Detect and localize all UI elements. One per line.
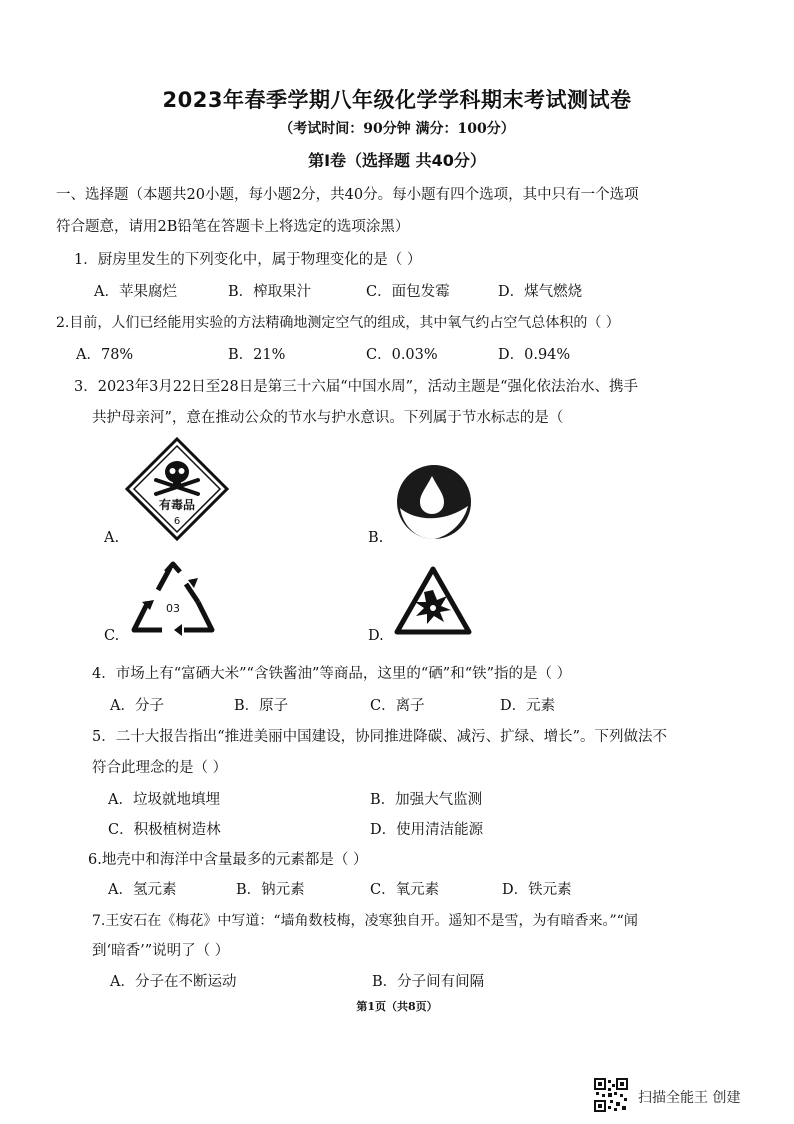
question-5-stem-line-2: 符合此理念的是（ ） (92, 760, 228, 776)
instruction-line-2: 符合题意，请用2B铅笔在答题卡上将选定的选项涂黑） (56, 219, 410, 235)
question-2-stem: 2.目前，人们已经能用实验的方法精确地测定空气的组成，其中氧气约占空气总体积的（ ） (56, 315, 620, 331)
toxic-sign (124, 436, 230, 542)
question-3-option-a: A. (104, 530, 120, 546)
question-7-stem-line-2: 到‘暗香’”说明了（ ） (92, 943, 230, 959)
water-saving-sign (394, 462, 474, 542)
toxic-sign-label: 有毒品 (158, 498, 196, 512)
recycle-code: 03 (166, 602, 180, 615)
exam-title: 2023年春季学期八年级化学学科期末考试测试卷 (162, 88, 632, 112)
question-4-option-c: C．离子 (370, 698, 425, 714)
question-5-option-b: B．加强大气监测 (370, 792, 483, 808)
question-1-stem: 1．厨房里发生的下列变化中，属于物理变化的是（ ） (74, 252, 422, 268)
question-5-option-a: A．垃圾就地填埋 (108, 792, 220, 808)
question-2-option-b: B．21% (228, 347, 286, 363)
section-heading: 第Ⅰ卷（选择题 共40分） (308, 151, 486, 170)
instruction-line-1: 一、选择题（本题共20小题，每小题2分，共40分。每小题有四个选项，其中只有一个选项 (56, 187, 639, 203)
question-6-option-b: B．钠元素 (236, 882, 305, 898)
question-7-option-a: A．分子在不断运动 (110, 974, 237, 990)
question-2-option-a: A．78% (76, 347, 134, 363)
question-1-option-b: B．榨取果汁 (228, 284, 312, 300)
question-1-option-c: C．面包发霉 (366, 284, 450, 300)
question-2-option-c: C．0.03% (366, 347, 438, 363)
question-1-option-a: A．苹果腐烂 (94, 284, 177, 300)
question-4-option-b: B．原子 (234, 698, 289, 714)
question-3-option-c: C. (104, 628, 120, 644)
page-number: 第1页（共8页） (356, 1000, 438, 1013)
question-6-stem: 6.地壳中和海洋中含量最多的元素都是（ ） (88, 852, 368, 868)
question-3-option-b: B. (368, 530, 384, 546)
scanner-label: 扫描全能王 创建 (638, 1090, 741, 1106)
question-6-option-c: C．氧元素 (370, 882, 440, 898)
question-5-option-c: C．积极植树造林 (108, 822, 221, 838)
question-4-option-d: D．元素 (500, 698, 556, 714)
explosive-sign (394, 566, 472, 636)
question-4-option-a: A．分子 (110, 698, 164, 714)
question-3-stem-line-1: 3．2023年3月22日至28日是第三十六届“中国水周”，活动主题是“强化依法治水、携手 (74, 379, 638, 395)
question-6-option-a: A．氢元素 (108, 882, 177, 898)
question-1-option-d: D．煤气燃烧 (498, 284, 583, 300)
toxic-sign-class: 6 (173, 516, 181, 527)
question-7-option-b: B．分子间有间隔 (372, 974, 485, 990)
question-7-stem-line-1: 7.王安石在《梅花》中写道：“墙角数枝梅，凌寒独自开。遥知不是雪，为有暗香来。”“闻 (92, 913, 638, 929)
exam-subtitle: （考试时间：90分钟 满分：100分） (279, 121, 515, 137)
question-2-option-d: D．0.94% (498, 347, 571, 363)
recycle-sign (128, 560, 218, 640)
qr-code-icon (594, 1078, 628, 1112)
recycle-arrows-icon (134, 564, 212, 630)
question-5-stem-line-1: 5．二十大报告指出“推进美丽中国建设，协同推进降碳、减污、扩绿、增长”。下列做法不 (92, 729, 668, 745)
question-3-stem-line-2: 共护母亲河”，意在推动公众的节水与护水意识。下列属于节水标志的是（ (92, 410, 564, 426)
scanner-watermark (594, 1078, 784, 1112)
question-3-option-d: D. (368, 628, 384, 644)
question-6-option-d: D．铁元素 (502, 882, 572, 898)
question-5-option-d: D．使用清洁能源 (370, 822, 484, 838)
question-4-stem: 4．市场上有“富硒大米”“含铁酱油”等商品，这里的“硒”和“铁”指的是（ ） (92, 666, 572, 682)
